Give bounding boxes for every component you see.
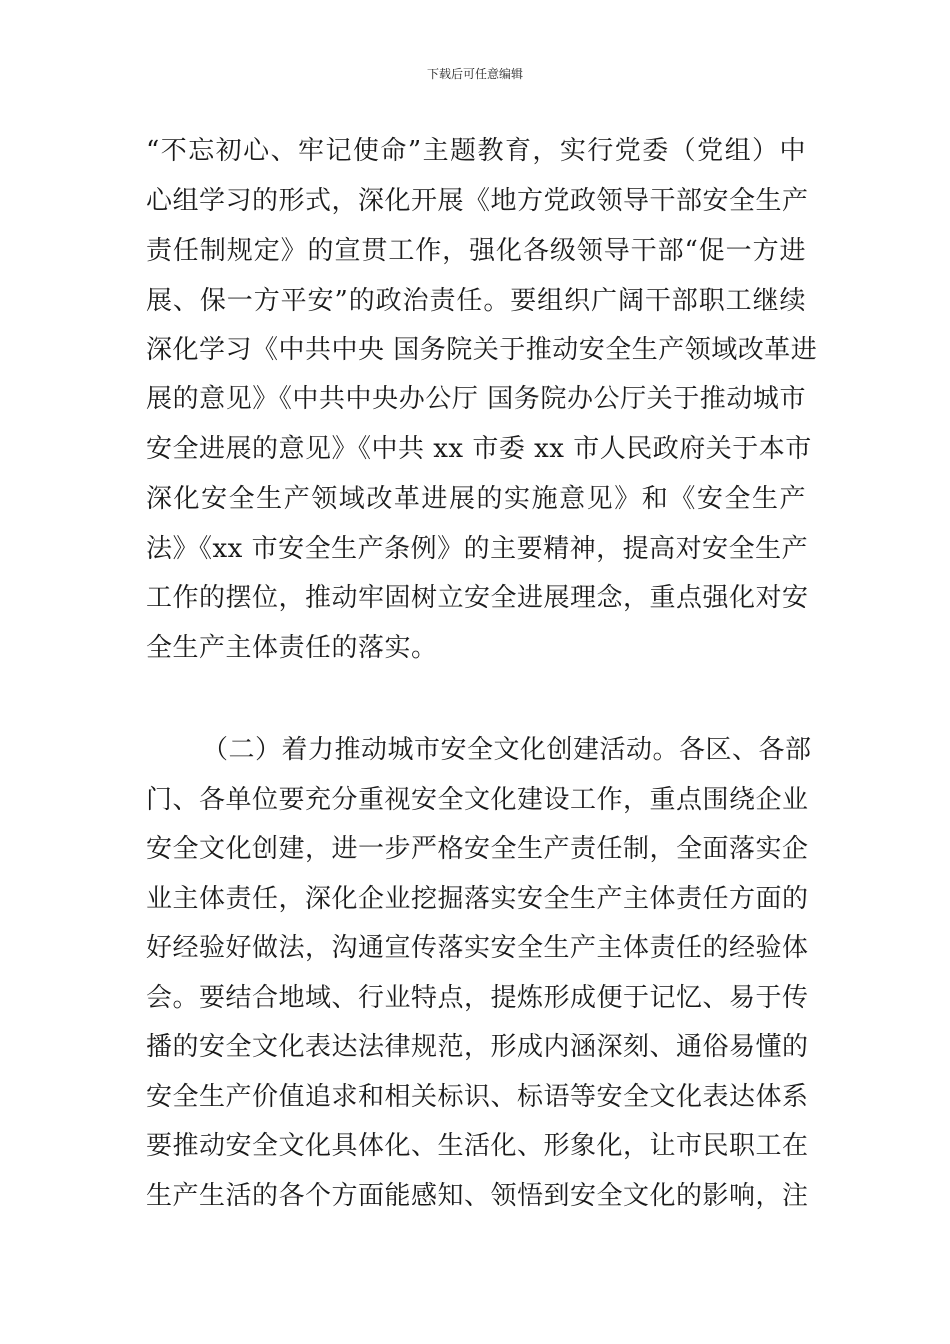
paragraph-line: 展的意见》《中共中央办公厅 国务院办公厅关于推动城市 [146, 384, 806, 414]
paragraph-line: “不忘初心、牢记使命”主题教育，实行党委（党组）中 [146, 136, 806, 166]
paragraph-line: 深化学习《中共中央 国务院关于推动安全生产领域改革进 [146, 335, 818, 365]
paragraph-line: 业主体责任，深化企业挖掘落实安全生产主体责任方面的 [146, 884, 809, 914]
paragraph-line: 好经验好做法，沟通宣传落实安全生产主体责任的经验体 [146, 933, 809, 963]
paragraph-line: 展、保一方平安”的政治责任。要组织广阔干部职工继续 [146, 286, 806, 316]
paragraph-line: 播的安全文化表达法律规范，形成内涵深刻、通俗易懂的 [146, 1032, 809, 1062]
page-header: 下载后可任意编辑 [426, 67, 523, 81]
paragraph-line: 要推动安全文化具体化、生活化、形象化，让市民职工在 [146, 1131, 809, 1161]
paragraph-line: 法》《xx 市安全生产条例》的主要精神，提高对安全生产 [146, 534, 809, 564]
paragraph-line: 全生产主体责任的落实。 [146, 633, 438, 663]
paragraph-line: 生产生活的各个方面能感知、领悟到安全文化的影响，注 [146, 1181, 809, 1211]
paragraph-line: 深化安全生产领域改革进展的实施意见》和《安全生产 [146, 484, 806, 514]
paragraph-line: 心组学习的形式，深化开展《地方党政领导干部安全生产 [146, 186, 809, 216]
paragraph-line: 门、各单位要充分重视安全文化建设工作，重点围绕企业 [146, 785, 809, 815]
paragraph-line: 安全文化创建，进一步严格安全生产责任制，全面落实企 [146, 834, 809, 864]
paragraph-line: 安全生产价值追求和相关标识、标语等安全文化表达体系 [146, 1082, 809, 1112]
paragraph-line: 责任制规定》的宣贯工作，强化各级领导干部“促一方进 [146, 236, 806, 266]
paragraph-line: 安全进展的意见》《中共 xx 市委 xx 市人民政府关于本市 [146, 434, 812, 464]
paragraph-line: 工作的摆位，推动牢固树立安全进展理念，重点强化对安 [146, 583, 809, 613]
paragraph-line: 会。要结合地域、行业特点，提炼形成便于记忆、易于传 [146, 983, 809, 1013]
paragraph-line: （二）着力推动城市安全文化创建活动。各区、各部 [202, 735, 812, 765]
